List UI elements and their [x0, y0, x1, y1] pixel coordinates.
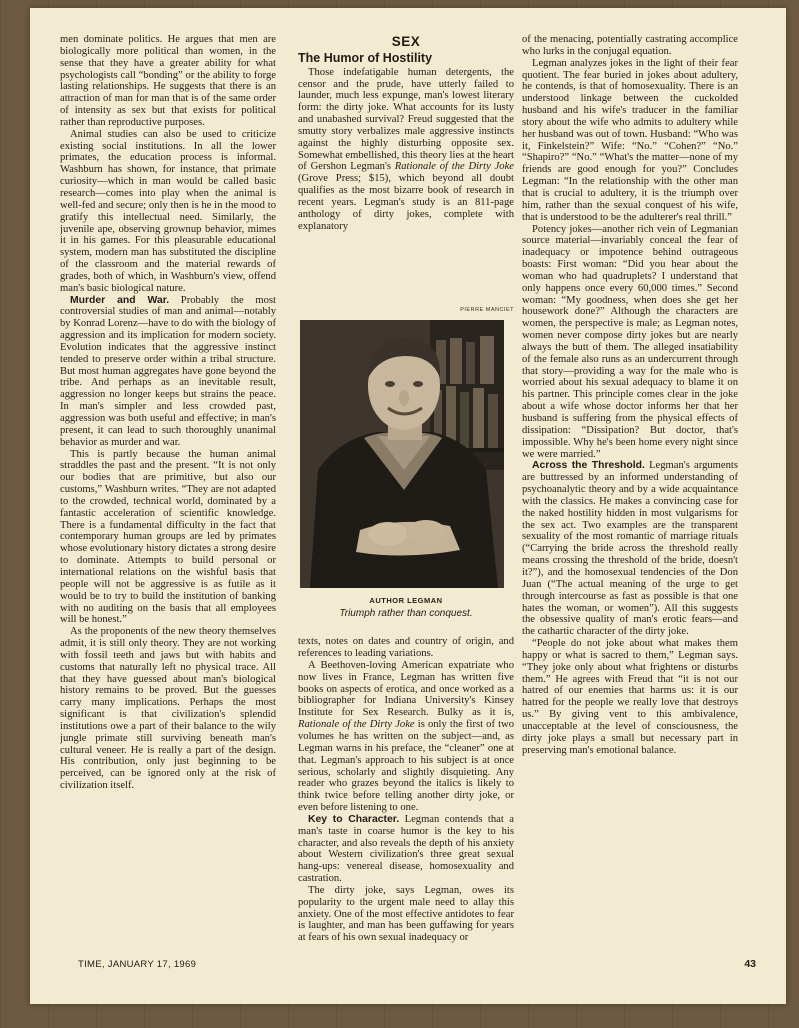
paragraph: Key to Character. Legman contends that a man's taste in coarse humor is the key to his character, and also reveals the depth of his anxiety about Western civilization's three great sexual hang-ups: venereal disease, homosexuality and castration. — [298, 813, 514, 885]
magazine-page — [30, 8, 786, 1004]
photo-caption: Triumph rather than conquest. — [339, 608, 473, 620]
headline: The Humor of Hostility — [298, 50, 433, 65]
paragraph: As the proponents of the new theory themselves admit, it is still only theory. They are not working with fossil teeth and jaws but with habits and customs that naturally left no physical trace. All that they have guessed about man's biological history remains to be proved. But the guesses carry many implications. Perhaps the most significant is that civilization's splendid institutions owe a part of their balance to the wily jungle primate still surviving beneath man's cultural veneer. He is really a part of the design. His contribution, only just beginning to be perceived, can be ignored only at the risk of civilization itself. — [60, 626, 276, 792]
paragraph: men dominate politics. He argues that men are biologically more political than women, in the sense that they have a greater ability for what psychologists call “bonding” or the ability to forge lasting relationships. He suggests that there is an attraction of man for man that is of the same order of intensity as sex but that exists for political rather than reproductive purposes. — [60, 34, 276, 128]
paragraph: of the menacing, potentially castrating accomplice who lurks in the conjugal equation. — [522, 34, 738, 57]
page-number: 43 — [744, 958, 756, 970]
author-photo — [300, 320, 504, 588]
section-label: SEX — [391, 34, 421, 49]
photo-figure — [298, 305, 514, 621]
column-left — [60, 34, 276, 964]
photo-caption-name: AUTHOR LEGMAN — [369, 595, 443, 605]
paragraph: Murder and War. Probably the most controversial studies of man and animal—notably by Konrad Lorenz—have to do with the biology of aggression and its implication for modern society. Evolution indicates that the aggressive instinct tended to preserve order within a tribal structure. But most human aggregates have gone beyond the tribe. And perhaps as an inevitable result, aggression no longer keeps but strains the peace. In man's simpler and less crowded past, aggression was both useful and effective; in man's present, it can lead to such thoroughly unanimal behavior as murder and war. — [60, 294, 276, 448]
column-middle — [298, 34, 514, 1028]
paragraph: “People do not joke about what makes them happy or what is sacred to them,” Legman says. “They joke only about what frightens or disturbs them.” He agrees with Freud that “it is not our hatred of our enemies that harms us: it is our hatred for the people we really love that destroys us.” By giving vent to this ambivalence, unacceptable at the level of consciousness, the dirty joke plays a small but necessary part in preserving man's emotional balance. — [522, 638, 738, 756]
paragraph: The dirty joke, says Legman, owes its popularity to the urgent male need to allay this anxiety. One of the most effective antidotes to fear is laughter, and man has been guffawing for years at fears of his own sexual inadequacy or — [298, 884, 514, 944]
photo-credit: PIERRE MANCIET — [460, 306, 514, 313]
paragraph: This is partly because the human animal straddles the past and the present. “It is not only our bodies that are primitive, but also our customs,” Washburn writes. “They are not adapted to the crowded, technical world, dominated by a fantastic acceleration of scientific knowledge. There is a fundamental difficulty in the fact that contemporary human groups are led by primates whose evolutionary history dictates a strong desire to dominate. Attempts to build personal or international relations on the wishful basis that people will not be aggressive is as futile as it would be to try to build the institution of banking with no auditing on the basis that all employees will be honest.” — [60, 448, 276, 626]
paragraph: Those indefatigable human detergents, the censor and the prude, have utterly failed to launder, much less expunge, man's lowest literary form: the dirty joke. What accounts for its lusty and unabashed survival? Freud suggested that the smutty story verbalizes male aggressive instincts against the highly disturbing opposite sex. Somewhat embellished, this theory lies at the heart of Gershon Legman's Rationale of the Dirty Joke (Grove Press; $15), which beyond all doubt qualifies as the most bizarre book of research in recent years. Legman's study is an 811-page anthology of dirty jokes, complete with explanatory — [298, 66, 514, 232]
footer-dateline: TIME, JANUARY 17, 1969 — [78, 959, 197, 970]
subheading-key-to-character: Key to Character. — [308, 813, 400, 825]
subheading-murder-and-war: Murder and War. — [70, 294, 170, 306]
portrait-illustration — [300, 320, 504, 588]
paragraph: Animal studies can also be used to criticize existing social institutions. In all the lower primates, the education process is informal. Washburn has shown, for instance, that primate curiosity—which in man would be called basic research—comes into play when the animal is well-fed and secure; only then is he in the mood to gratify this intellectual need. Similarly, the juvenile ape, observing grownup behavior, mimes it in his games. For this pleasurable educational system, modern man has substituted the discipline of the classroom and the material rewards of grades, both of which, in Washburn's view, offend man's basic biological nature. — [60, 128, 276, 294]
article-intro — [298, 67, 514, 303]
article-continued — [298, 636, 514, 1028]
subheading-across-the-threshold: Across the Threshold. — [532, 460, 645, 472]
book-title: Rationale of the Dirty Joke — [298, 719, 415, 731]
paragraph: Legman analyzes jokes in the light of their fear quotient. The fear buried in jokes about adultery, he contends, is that of homosexuality. There is an understood linkage between the cuckolded husband and his wife's traducer in the familiar story about the wife who admits to adultery while her husband was out of town. Husband: “Who was it, Finkelstein?” Wife: “No.” “Cohen?” “No.” “Shapiro?” “No.” “What's the matter—none of my friends are good enough for you?” Concludes Legman: “In the relationship with the other man that is crucial to adultery, it is the triumph over him, rather than the sexual conquest of his wife, that is understood to be the adulterer's real thrill.” — [522, 57, 738, 223]
book-title: Rationale of the Dirty Joke — [394, 161, 514, 173]
paragraph: texts, notes on dates and country of origin, and references to leading variations. — [298, 636, 514, 660]
paragraph: A Beethoven-loving American expatriate who now lives in France, Legman has written five books on aspects of erotica, and once worked as a bibliographer for Indiana University's Kinsey Institute for Sex Research. Bulky as it is, Rationale of the Dirty Joke is only the first of two volumes he has written on the subject—and, as Legman warns in his preface, the “cleaner” one at that. Legman's approach to his subject is at once serious, scholarly and slightly disquieting. Any reader who grazes beyond the italics is likely to think twice before telling another dirty joke, or even before listening to one. — [298, 659, 514, 814]
paragraph: Across the Threshold. Legman's arguments are buttressed by an informed understanding of psychoanalytic theory and by a wide acquaintance with the classics. He makes a convincing case for the naked hostility hidden in most vulgarisms for the sex act. Two examples are the transparent sexuality of the most romantic of marriage rituals (“Carrying the bride across the threshold really means crossing the threshold of the bride, doesn't it?”), and the homosexual tendencies of the Don Juan (“The actual meaning of the urge to get through intercourse as fast as possible is that one hates the woman, or women”). All this suggests the obsessive quality of man's erotic fears—and the cathartic character of the dirty joke. — [522, 460, 738, 638]
paragraph: Potency jokes—another rich vein of Legmanian source material—invariably conceal the fear of inadequacy or impotence behind outrageous boasts: First woman: “Did you hear about the woman who had quadruplets? I understand that only happens once every 60,000 times.” Second woman: “My goodness, when does she get her housework done?” Although the characters are women, the perspective is male; as Legman notes, women never compose dirty jokes but are nearly always the butt of them. The alleged insatiability of the female also runs as an undercurrent through that story—providing a way for the male who is worried about his sexual adequacy to blame it on his partner. This principle comes clear in the joke about a wife whose doctor informs her that her husband is suffering from the physical effects of dissipation: “Dissipation? But doctor, that's impossible. Why he's been home every night since we were married.” — [522, 223, 738, 460]
column-right — [522, 34, 738, 979]
